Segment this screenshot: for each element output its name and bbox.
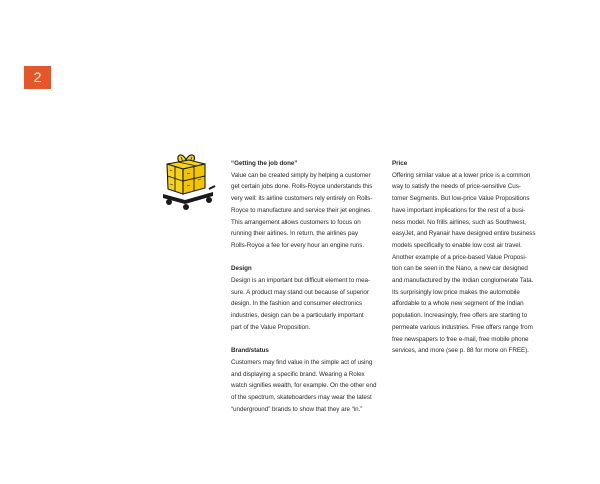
- section-title: Brand/status: [231, 347, 269, 355]
- section-body: Design is an important but difficult element to mea- sure. A product may stand out because of superior design. In the fashion and consumer electronics industries, design can be a particularly important part of the Value Proposition.: [231, 277, 371, 331]
- section-title: Design: [231, 265, 252, 273]
- section-body: Value can be created simply by helping a customer get certain jobs done. Rolls-Royce understands this very well: its airline customers rely entirely on Rolls- Royce to manufacture and service their jet engines. This arrangement allows customers to focus on running their airlines. In return, the airlines pay Rolls-Royce a fee for every hour an engine runs.: [231, 171, 373, 249]
- chapter-number-tab: 2: [24, 66, 51, 89]
- section-title: “Getting the job done”: [231, 160, 298, 167]
- left-text-column: [231, 158, 381, 427]
- gift-box-on-cart-icon: [159, 150, 217, 210]
- section-design: [231, 263, 381, 333]
- section-getting-job-done: [231, 158, 381, 252]
- gift-cart-svg: [159, 150, 217, 210]
- section-brand-status: [231, 345, 381, 415]
- right-text-column: [392, 158, 542, 369]
- section-body: Offering similar value at a lower price is a common way to satisfy the needs of price-sensitive Cus- tomer Segments. But low-price Value Propositions have important implications for the rest of a busi- ness model. No frills airlines, such as Southwest, easyJet, and Ryanair have designed entire business models specifically to enable low cost air travel. Another example of a price-based Value Proposi- tion can be seen in the Nano, a new car designed and manufactured by the Indian conglomerate Tata. Its surprisingly low price makes the automobile affordable to a whole new segment of the Indian population. Increasingly, free offers are starting to permeate various industries. Free offers range from free newspapers to free e-mail, free mobile phone services, and more (see p. 88 for more on FREE).: [392, 171, 536, 355]
- section-price: [392, 158, 542, 357]
- section-title: Price: [392, 160, 408, 167]
- section-body: Customers may find value in the simple act of using and displaying a specific brand. Wearing a Rolex watch signifies wealth, for example. On the other end of the spectrum, skateboarders may wear the latest “underground” brands to show that they are “in.”: [231, 358, 377, 413]
